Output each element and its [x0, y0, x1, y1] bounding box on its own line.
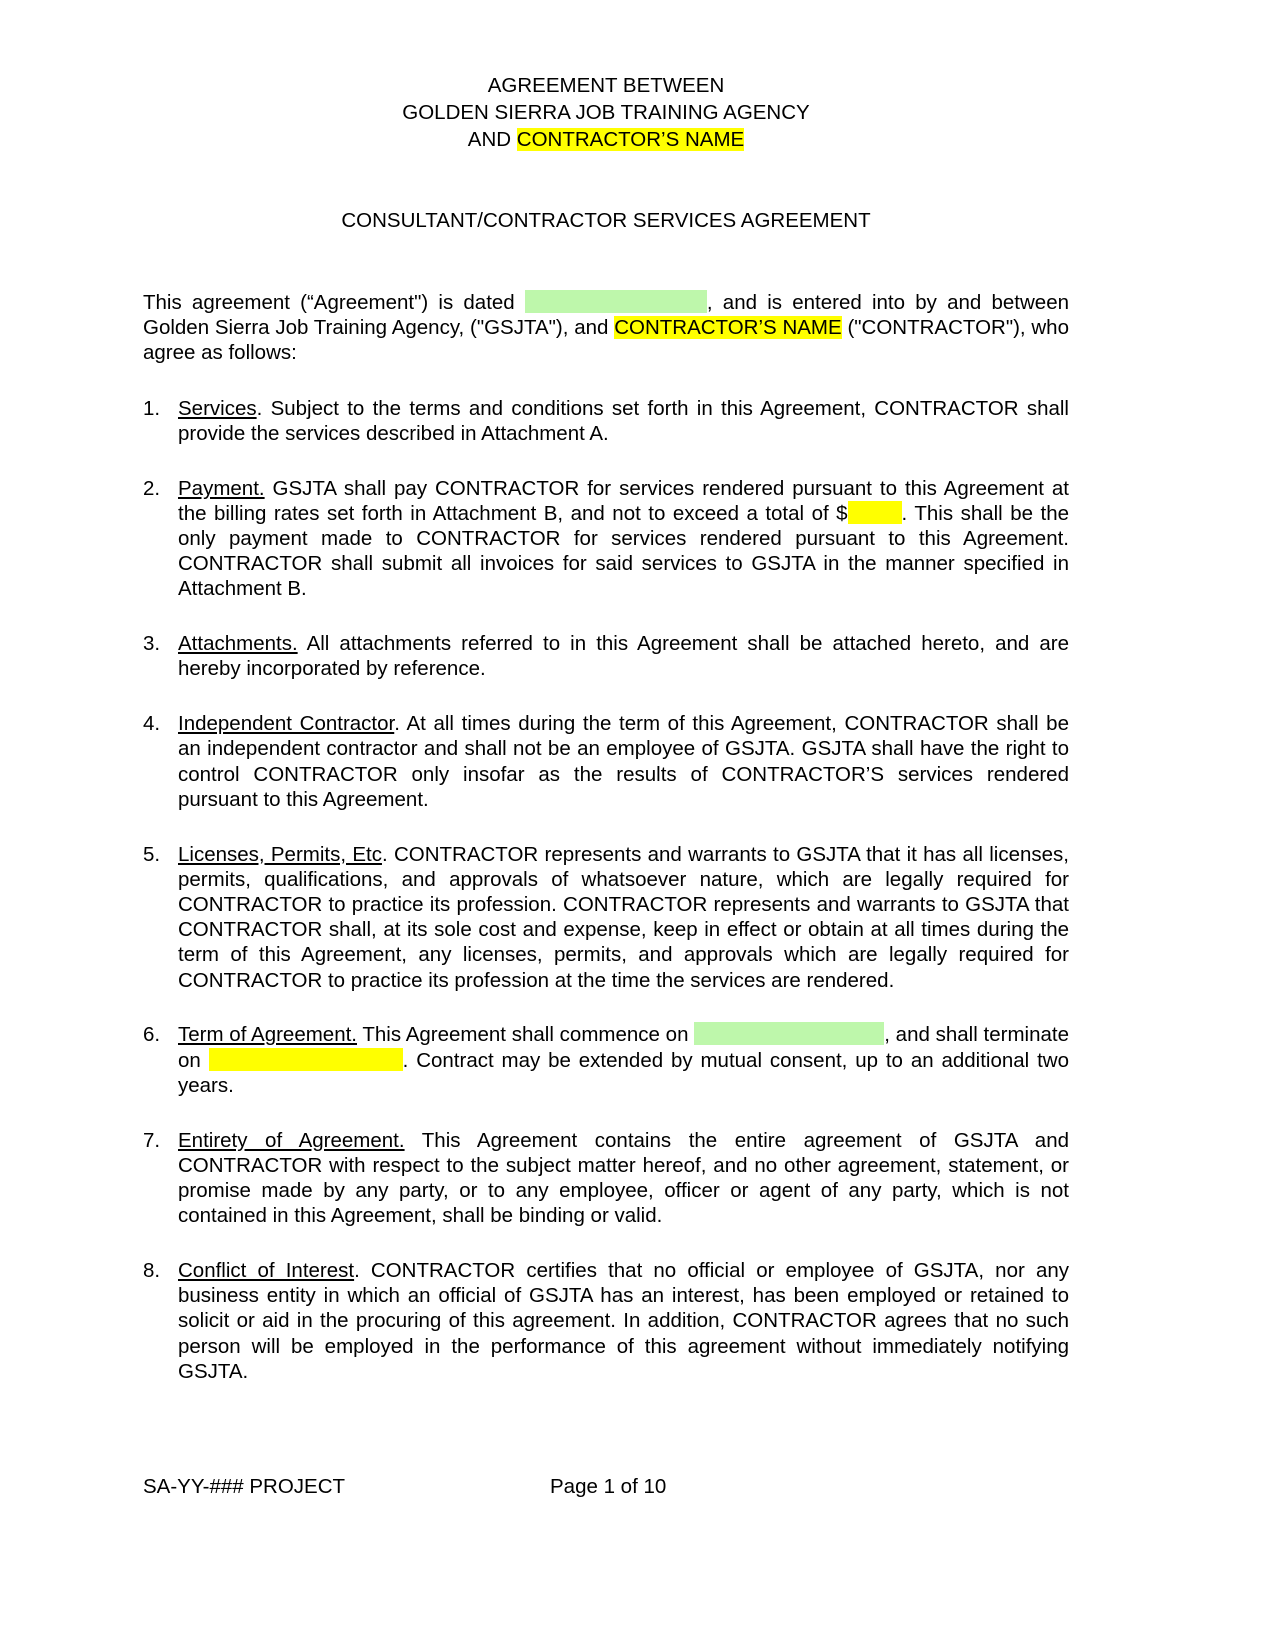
section-6: [143, 1022, 1069, 1098]
end-date-placeholder: [209, 1048, 403, 1071]
section-title: Term of Agreement.: [178, 1023, 357, 1047]
intro-text-3: ("CONTRACTOR"), who agree as follows:: [143, 316, 1069, 365]
section-8: [143, 1258, 1069, 1384]
section-list: [143, 396, 1069, 1384]
title-line-3: [0, 126, 1212, 153]
document-id: SA-YY-### PROJECT: [143, 1475, 346, 1498]
section-4: [143, 711, 1069, 812]
section-text: . CONTRACTOR represents and warrants to GSJTA that it has all licenses, permits, qualifications, and approvals of whatsoever nature, which are legally required for CONTRACTOR to practice its profession. CONTRACTOR represents and warrants to GSJTA that CONTRACTOR shall, at its sole cost and expense, keep in effect or obtain at all times during the term of this Agreement, any licenses, permits, and approvals which are legally required for CONTRACTOR to practice its profession at the time the services are rendered.: [178, 842, 1069, 992]
start-date-placeholder: [694, 1022, 884, 1045]
section-title: Entirety of Agreement.: [178, 1128, 405, 1152]
section-text: All attachments referred to in this Agreement shall be attached hereto, and are hereby incorporated by reference.: [178, 632, 1069, 681]
contractor-name-placeholder: CONTRACTOR’S NAME: [614, 316, 842, 340]
section-number: 4.: [143, 712, 161, 736]
date-placeholder: [525, 290, 707, 313]
section-text: GSJTA shall pay CONTRACTOR for services rendered pursuant to this Agreement at the billing rates set forth in Attachment B, and not to exceed a total of $: [178, 476, 1069, 525]
section-text: . At all times during the term of this Agreement, CONTRACTOR shall be an independent contractor and shall not be an employee of GSJTA. GSJTA shall have the right to control CONTRACTOR only insofar as the results of CONTRACTOR’S services rendered pursuant to this Agreement.: [178, 712, 1069, 811]
section-5: [143, 842, 1069, 993]
section-title: Attachments.: [178, 632, 298, 656]
section-text: . Contract may be extended by mutual consent, up to an additional two years.: [178, 1048, 1069, 1097]
intro-text-1: This agreement (“Agreement") is dated: [143, 291, 525, 314]
section-1: [143, 396, 1069, 446]
section-title: Independent Contractor: [178, 712, 395, 736]
document-subtitle: CONSULTANT/CONTRACTOR SERVICES AGREEMENT: [341, 209, 871, 232]
title-line-1: AGREEMENT BETWEEN: [487, 74, 725, 97]
section-title: Conflict of Interest: [178, 1259, 355, 1283]
section-title: Licenses, Permits, Etc: [178, 842, 382, 866]
section-title: Services: [178, 396, 257, 420]
section-number: 6.: [143, 1023, 161, 1047]
section-text: This Agreement contains the entire agreement of GSJTA and CONTRACTOR with respect to the subject matter hereof, and no other agreement, statement, or promise made by any party, or to any employee, officer or agent of any party, which is not contained in this Agreement, shall be binding or valid.: [178, 1128, 1070, 1228]
section-7: [143, 1128, 1069, 1229]
document-header: [0, 72, 1212, 153]
title-line-2: GOLDEN SIERRA JOB TRAINING AGENCY: [402, 101, 810, 124]
section-text: . CONTRACTOR certifies that no official or employee of GSJTA, nor any business entity in which an official of GSJTA has an interest, has been employed or retained to solicit or aid in the procuring of this agreement. In addition, CONTRACTOR agrees that no such person will be employed in the performance of this agreement without immediately notifying GSJTA.: [178, 1259, 1069, 1383]
section-2: [143, 476, 1069, 602]
section-number: 2.: [143, 476, 161, 500]
section-text: . Subject to the terms and conditions set forth in this Agreement, CONTRACTOR shall provide the services described in Attachment A.: [178, 396, 1069, 445]
section-3: [143, 631, 1069, 681]
intro-paragraph: [143, 290, 1069, 366]
intro-text-2: , and is entered into by and between Golden Sierra Job Training Agency, ("GSJTA"), and: [143, 291, 1069, 340]
section-number: 5.: [143, 842, 161, 866]
section-number: 7.: [143, 1128, 161, 1152]
section-text: This Agreement shall commence on: [357, 1023, 695, 1047]
page-number: Page 1 of 10: [550, 1475, 667, 1498]
amount-placeholder: [848, 501, 902, 524]
section-text: . This shall be the only payment made to CONTRACTOR for services rendered pursuant to this Agreement. CONTRACTOR shall submit all invoices for said services to GSJTA in the manner specified in Attachment B.: [178, 501, 1069, 601]
section-number: 3.: [143, 632, 161, 656]
section-title: Payment.: [178, 476, 265, 500]
section-number: 1.: [143, 396, 161, 420]
section-text: , and shall terminate on: [178, 1023, 1069, 1072]
contractor-name-placeholder: CONTRACTOR’S NAME: [516, 128, 745, 151]
section-number: 8.: [143, 1259, 161, 1283]
document-body: [143, 290, 1069, 1414]
title-prefix: AND: [467, 128, 517, 151]
